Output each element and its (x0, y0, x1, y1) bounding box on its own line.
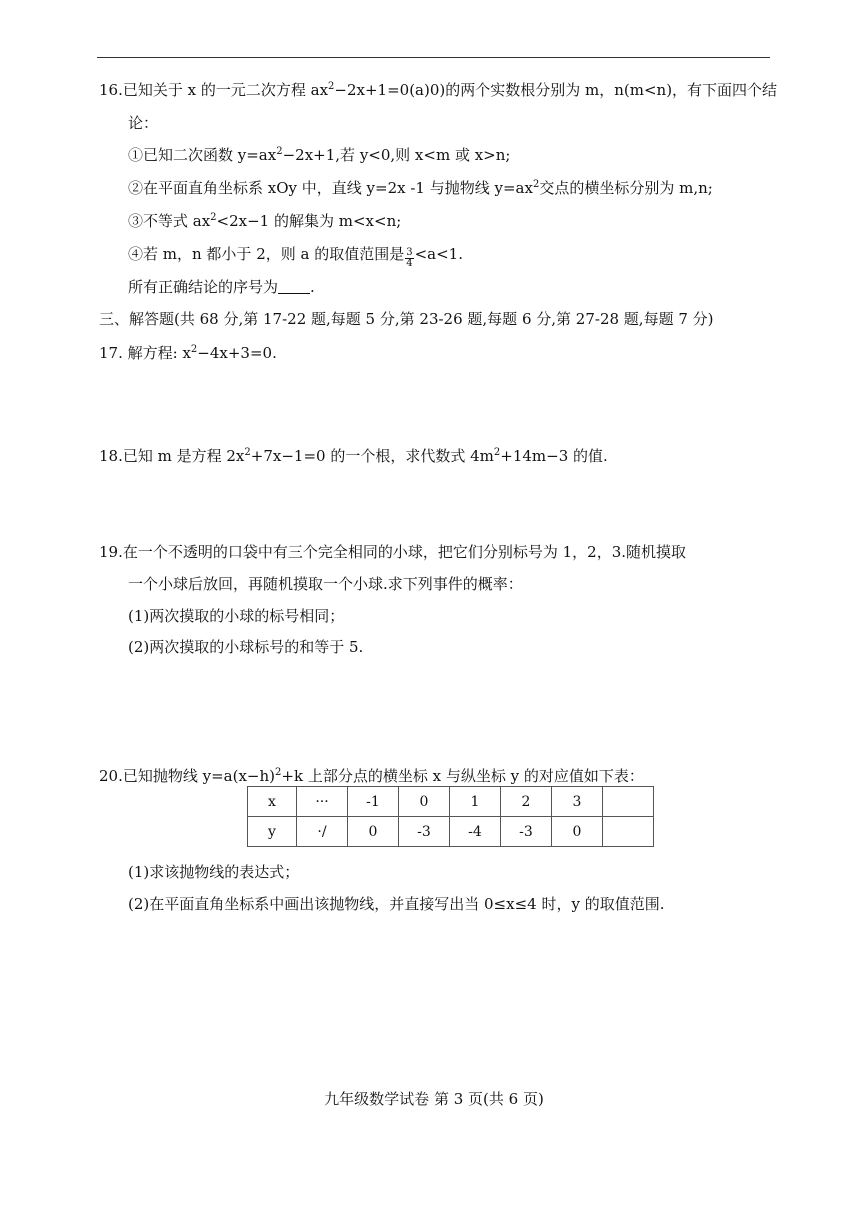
q18-stem (99, 446, 608, 466)
header-rule (97, 57, 770, 58)
q16-stem-line1 (99, 80, 777, 100)
superscript: 2 (244, 447, 251, 458)
text-part: 18.已知 m 是方程 2x (99, 447, 245, 465)
table-cell: y (248, 817, 297, 847)
table-cell (603, 817, 654, 847)
table-cell: 3 (552, 787, 603, 817)
table-cell: 0 (399, 787, 450, 817)
text-part: −2x+1,若 y<0,则 x<m 或 x>n; (282, 146, 511, 164)
q17-stem (99, 343, 277, 363)
superscript: 2 (275, 767, 282, 778)
q19-part-2: (2)两次摸取的小球标号的和等于 5. (128, 638, 364, 656)
table-cell: 0 (552, 817, 603, 847)
superscript: 2 (493, 447, 501, 458)
q16-stem-part: −2x+1=0(a)0)的两个实数根分别为 m，n(m<n)，有下面四个结 (334, 81, 778, 99)
q16-conclusion-4 (128, 244, 463, 269)
table-cell: ··· (297, 787, 348, 817)
q20-stem (99, 766, 644, 786)
table-cell: x (248, 787, 297, 817)
table-row (248, 817, 654, 847)
answer-blank[interactable] (278, 279, 310, 294)
page-footer: 九年级数学试卷 第 3 页(共 6 页) (324, 1090, 544, 1108)
text-part: <a<1. (414, 245, 463, 263)
table-cell: -4 (450, 817, 501, 847)
text-part: 20.已知抛物线 y=a(x−h) (99, 767, 276, 785)
table-cell: ·/ (297, 817, 348, 847)
text-part: 17. 解方程: x (99, 344, 191, 362)
fraction-denominator: 4 (406, 258, 413, 269)
superscript: 2 (276, 146, 283, 157)
table-cell: 2 (501, 787, 552, 817)
superscript: 2 (532, 179, 540, 190)
q16-conclusion-3 (128, 211, 401, 231)
q16-conclusion-2 (128, 178, 713, 198)
table-cell (603, 787, 654, 817)
text-part: +14m−3 的值. (500, 447, 608, 465)
section-heading: 三、解答题(共 68 分,第 17-22 题,每题 5 分,第 23-26 题,每题 6 分,第 27-28 题,每题 7 分) (99, 310, 714, 328)
q20-part-1: (1)求该抛物线的表达式； (128, 863, 300, 881)
superscript: 2 (190, 344, 198, 355)
text-part: +k 上部分点的横坐标 x 与纵坐标 y 的对应值如下表： (281, 767, 644, 785)
table-cell: -3 (501, 817, 552, 847)
q19-stem-line2: 一个小球后放回，再随机摸取一个小球.求下列事件的概率： (128, 575, 523, 593)
superscript: 2 (210, 212, 217, 223)
superscript: 2 (328, 81, 335, 92)
q16-answer-line (128, 277, 315, 297)
table-row (248, 787, 654, 817)
text-part: . (310, 278, 315, 296)
table-cell: 0 (348, 817, 399, 847)
answer-prompt: 所有正确结论的序号为 (128, 278, 279, 296)
q19-stem-line1: 19.在一个不透明的口袋中有三个完全相同的小球，把它们分别标号为 1，2，3.随机摸取 (99, 543, 687, 561)
q16-conclusion-1 (128, 145, 510, 165)
text-part: ①已知二次函数 y=ax (128, 146, 277, 164)
text-part: +7x−1=0 的一个根，求代数式 4m (250, 447, 494, 465)
q16-stem-part: 16.已知关于 x 的一元二次方程 ax (99, 81, 329, 99)
table-cell: -3 (399, 817, 450, 847)
text-part: <2x−1 的解集为 m<x<n; (216, 212, 402, 230)
q16-stem-line2: 论： (128, 114, 159, 132)
fraction-numerator: 3 (406, 247, 413, 258)
text-part: ④若 m，n 都小于 2，则 a 的取值范围是 (128, 245, 405, 263)
table-cell: -1 (348, 787, 399, 817)
text-part: ③不等式 ax (128, 212, 211, 230)
q20-part-2: (2)在平面直角坐标系中画出该抛物线，并直接写出当 0≤x≤4 时，y 的取值范围. (128, 895, 665, 913)
text-part: 交点的横坐标分别为 m,n; (539, 179, 713, 197)
q19-part-1: (1)两次摸取的小球的标号相同； (128, 607, 345, 625)
text-part: −4x+3=0. (197, 344, 277, 362)
value-table (247, 786, 654, 847)
fraction (405, 248, 413, 269)
table-cell: 1 (450, 787, 501, 817)
text-part: ②在平面直角坐标系 xOy 中，直线 y=2x -1 与抛物线 y=ax (128, 179, 533, 197)
